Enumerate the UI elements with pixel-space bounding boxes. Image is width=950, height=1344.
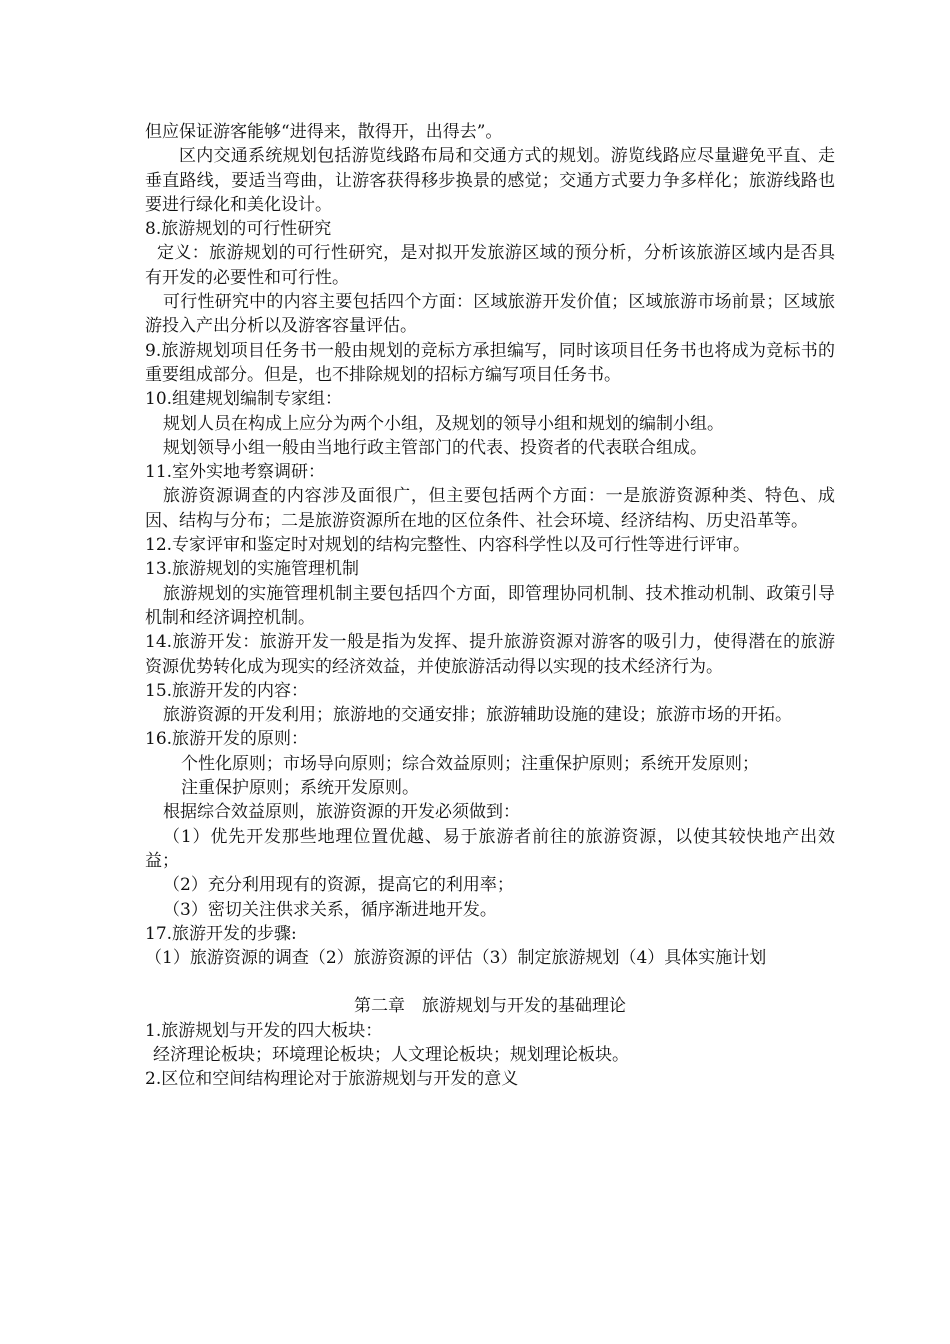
item-14: 14.旅游开发：旅游开发一般是指为发挥、提升旅游资源对游客的吸引力，使得潜在的旅游资源优势转化成为现实的经济效益，并使旅游活动得以实现的技术经济行为。 [145,632,835,677]
paragraph-team-structure: 规划人员在构成上应分为两个小组，及规划的领导小组和规划的编制小组。 [163,413,724,434]
paragraph-internal-transport: 区内交通系统规划包括游览线路布局和交通方式的规划。游览线路应尽量避免平直、走垂直路线，要适当弯曲，让游客获得移步换景的感觉；交通方式要力争多样化；旅游线路也要进行绿化和美化设计。 [145,146,835,215]
heading-16: 16.旅游开发的原则： [145,729,309,750]
blank-line [145,970,835,994]
heading-8: 8.旅游规划的可行性研究 [145,219,332,240]
item-9: 9.旅游规划项目任务书一般由规划的竞标方承担编写，同时该项目任务书也将成为竞标书的重要组成部分。但是，也不排除规划的招标方编写项目任务书。 [145,340,835,385]
paragraph-principles: 个性化原则；市场导向原则；综合效益原则；注重保护原则；系统开发原则； [181,753,759,774]
chapter-title: 第二章 旅游规划与开发的基础理论 [354,996,626,1017]
list-item-2: （2）充分利用现有的资源，提高它的利用率； [163,875,514,896]
paragraph-development-content: 旅游资源的开发利用；旅游地的交通安排；旅游辅助设施的建设；旅游市场的开拓。 [163,705,792,726]
list-item-3: （3）密切关注供求关系，循序渐进地开发。 [163,899,497,920]
paragraph-steps: （1）旅游资源的调查（2）旅游资源的评估（3）制定旅游规划（4）具体实施计划 [145,948,767,969]
document-page [145,120,835,1092]
heading-13: 13.旅游规划的实施管理机制 [145,559,360,580]
heading-10: 10.组建规划编制专家组： [145,389,343,410]
item-12: 12.专家评审和鉴定时对规划的结构完整性、内容科学性以及可行性等进行评审。 [145,535,751,556]
heading-ch2-2: 2.区位和空间结构理论对于旅游规划与开发的意义 [145,1069,519,1090]
heading-11: 11.室外实地考察调研： [145,462,326,483]
paragraph-definition: 定义：旅游规划的可行性研究，是对拟开发旅游区域的预分析，分析该旅游区域内是否具有开发的必要性和可行性。 [145,243,835,288]
paragraph-principles-cont: 注重保护原则；系统开发原则。 [181,778,419,799]
paragraph-leading-group: 规划领导小组一般由当地行政主管部门的代表、投资者的代表联合组成。 [163,437,707,458]
heading-15: 15.旅游开发的内容： [145,680,309,701]
paragraph-four-blocks: 经济理论板块；环境理论板块；人文理论板块；规划理论板块。 [153,1044,629,1065]
heading-ch2-1: 1.旅游规划与开发的四大板块： [145,1020,383,1041]
paragraph-benefit-principle: 根据综合效益原则，旅游资源的开发必须做到： [163,802,520,823]
paragraph-survey: 旅游资源调查的内容涉及面很广，但主要包括两个方面：一是旅游资源种类、特色、成因、结构与分布；二是旅游资源所在地的区位条件、社会环境、经济结构、历史沿革等。 [145,486,835,531]
text-line: 但应保证游客能够“进得来，散得开，出得去”。 [145,122,503,142]
paragraph-feasibility-content: 可行性研究中的内容主要包括四个方面：区域旅游开发价值；区域旅游市场前景；区域旅游投入产出分析以及游客容量评估。 [145,292,835,337]
paragraph-mechanism: 旅游规划的实施管理机制主要包括四个方面，即管理协同机制、技术推动机制、政策引导机制和经济调控机制。 [145,583,835,628]
heading-17: 17.旅游开发的步骤: [145,923,297,944]
list-item-1: （1）优先开发那些地理位置优越、易于旅游者前往的旅游资源，以使其较快地产出效益； [145,826,835,871]
